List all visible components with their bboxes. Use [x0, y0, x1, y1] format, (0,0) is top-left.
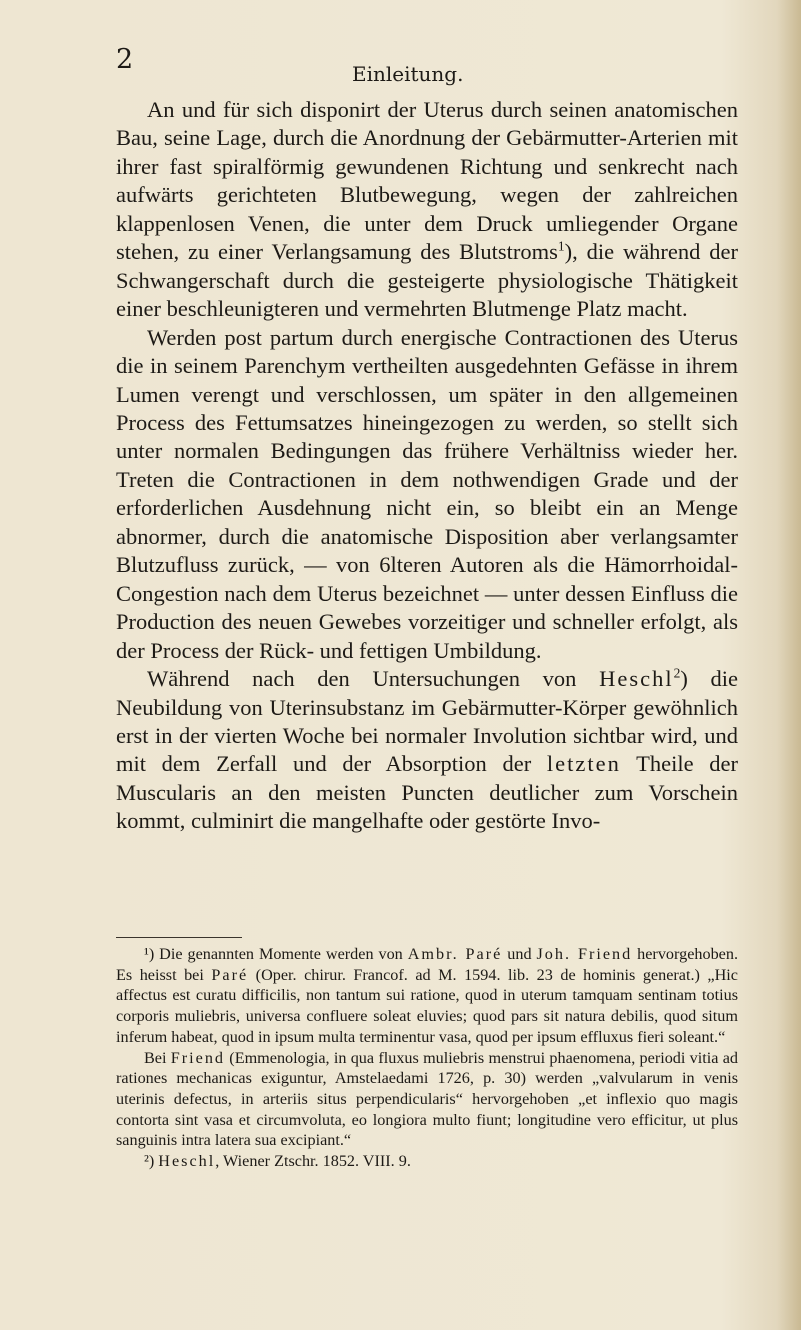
paragraph-1-text: An und für sich disponirt der Uterus durch seinen anatomischen Bau, seine Lage, durch die Anordnung der Gebärmutter-Arterien mit ihrer fast spiralförmig gewundenen Richtung und senkrecht nach aufwärts gerichteten Blutbewegung, wegen der zahlreichen klappenlosen Venen, die unter dem Druck umliegender Organe stehen, zu einer Verlangsamung des Blutstroms [116, 97, 738, 265]
author-pare: Paré [211, 965, 249, 984]
author-heschl: Heschl [599, 666, 674, 692]
footnote-1-cont-intro: Bei [144, 1048, 171, 1067]
footnote-1-intro: ¹) Die genannten Momente werden von [144, 945, 408, 963]
footnote-1-continued [116, 1048, 738, 1152]
paragraph-1-end: ), die während der Schwangerschaft durch die gesteigerte physiologische Thätigkeit einer beschleunigteren und vermehrten Blutmenge Platz macht. [116, 239, 738, 322]
footnote-ref-2: 2 [673, 665, 681, 681]
footnote-1 [116, 944, 738, 1048]
footnote-1-text-c: (Oper. chirur. Francof. ad M. 1594. lib. 23 de hominis generat.) „Hic affectus est curatu difficilis, non tantum sui ratione, quod in uterum tamquam sentinam totius corporis muliebris, universa confluere soleat eluvies; quod pars sit natura debilis, quod situm inferum habeat, quod in ipsum multa terminentur vasa, quod per ipsum effluxus fieri soleant.“ [116, 965, 738, 1046]
paragraph-2: Werden post partum durch energische Contractionen des Uterus die in seinem Parenchym vertheilten ausgedehnten Gefässe in ihrem Lumen verengt und verschlossen, um später in den allgemeinen Process des Fettumsatzes hineingezogen zu werden, so stellt sich unter normalen Bedingungen das frühere Verhältniss wieder her. Treten die Contractionen in dem nothwendigen Grade und der erforderlichen Ausdehnung nicht ein, so bleibt ein an Menge abnormer, durch die anatomische Disposition aber verlangsamter Blutzufluss zurück, — von 6lteren Autoren als die Hämorrhoidal-Congestion nach dem Uterus bezeichnet — unter dessen Einfluss die Production des neuen Gewebes vorzeitiger und schneller erfolgt, als der Process der Rück- und fettigen Umbildung. [116, 324, 738, 663]
page-number: 2 [116, 44, 134, 75]
author-heschl-footnote: Heschl [158, 1152, 216, 1171]
footnote-2-marker: ²) [144, 1152, 159, 1171]
emphasis-letzten: letzten [546, 751, 621, 777]
footnote-divider [116, 937, 242, 938]
running-title: Einleitung. [352, 62, 464, 86]
footnote-2-text: , Wiener Ztschr. 1852. VIII. 9. [215, 1152, 411, 1171]
footnote-2 [116, 1151, 738, 1172]
footnote-1-text-b: hervorgehoben. Es heisst bei [116, 945, 738, 984]
footnote-1-und: und [502, 945, 537, 963]
author-joh-friend: Joh. Friend [536, 945, 633, 963]
paragraph-3-start: Während nach den Untersuchungen von [147, 666, 600, 692]
author-friend: Friend [170, 1048, 226, 1067]
paragraph-3-mid: ) die Neubildung von Uterinsubstanz im Gebärmutter-Körper gewöhnlich erst in der vierten Woche bei normaler Involution sichtbar wird, und mit dem Zerfall und der Absorption der [116, 666, 739, 777]
author-ambr-pare: Ambr. Paré [407, 945, 503, 963]
paragraph-1 [116, 96, 738, 324]
paragraph-3 [116, 665, 738, 836]
footnotes [116, 944, 738, 1172]
footnote-ref-1: 1 [557, 238, 565, 254]
footnote-1-cont-text: (Emmenologia, in qua fluxus muliebris menstrui phaenomena, periodi vitia ad rationes mechanicas exiguntur, Amstelaedami 1726, p. 30) werden „valvularum in venis uterinis defectus, in arteriis situs perpendicularis“ hervorgehoben „et inflexio quo magis contorta sint vasa et circumvoluta, eo longiora multo fiunt; longitudine vero efficitur, ut plus sanguinis intra latera sua excipiant.“ [116, 1048, 738, 1150]
paragraph-3-end: Theile der Muscularis an den meisten Puncten deutlicher zum Vorschein kommt, culminirt die mangelhafte oder gestörte Invo- [116, 751, 738, 834]
main-text [116, 96, 738, 836]
